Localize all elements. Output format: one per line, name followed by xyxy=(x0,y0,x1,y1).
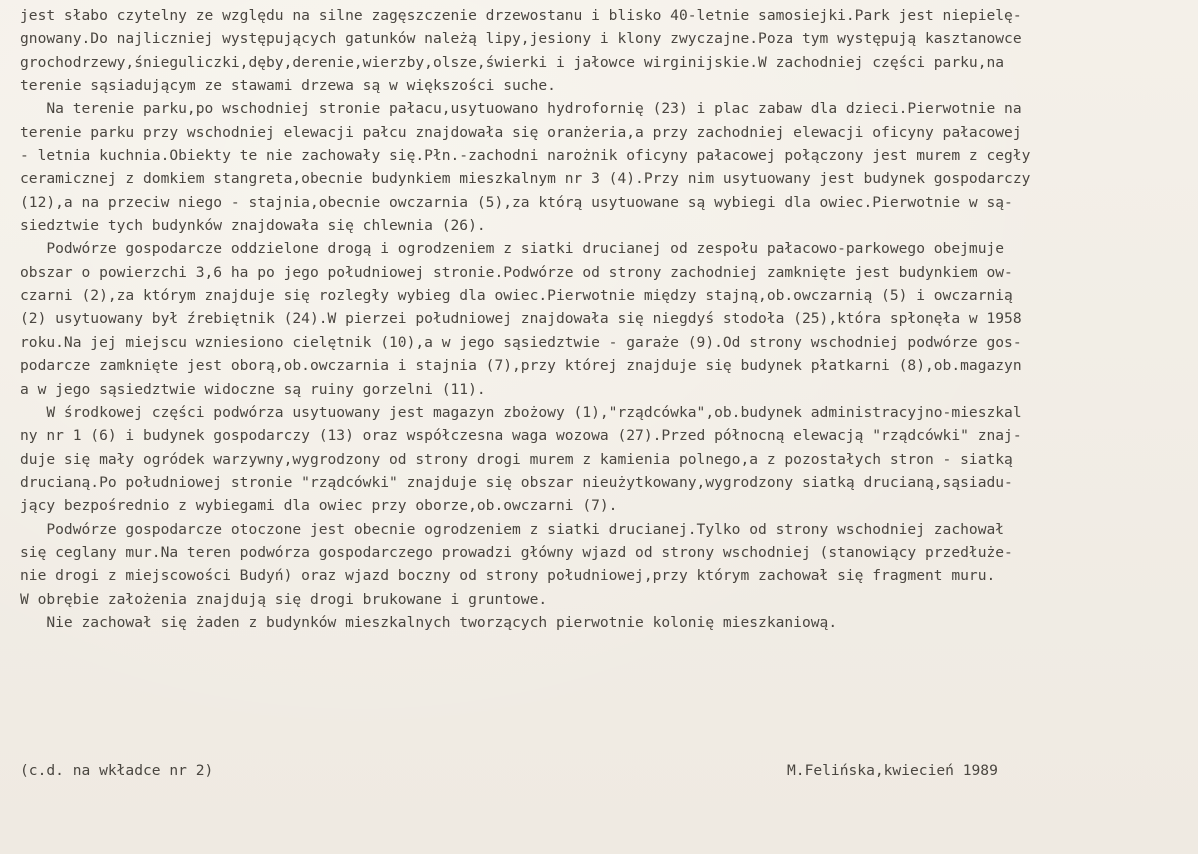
text-line: roku.Na jej miejscu wzniesiono cielętnik (10),a w jego sąsiedztwie - garaże (9).Od strony wschodniej podwórze gos- xyxy=(20,333,1022,351)
text-line: siedztwie tych budynków znajdowała się chlewnia (26). xyxy=(20,217,486,235)
text-line: grochodrzewy,śnieguliczki,dęby,derenie,wierzby,olsze,świerki i jałowce wirginijskie.W zachodniej części parku,na xyxy=(20,53,1005,71)
document-body xyxy=(20,4,1192,634)
text-line: Nie zachował się żaden z budynków mieszkalnych tworzących pierwotnie kolonię mieszkaniową. xyxy=(20,613,838,631)
text-line: gnowany.Do najliczniej występujących gatunków należą lipy,jesiony i klony zwyczajne.Poza tym występują kasztanowce xyxy=(20,30,1022,48)
author-signature: M.Felińska,kwiecień 1989 xyxy=(787,762,998,779)
text-line: W środkowej części podwórza usytuowany jest magazyn zbożowy (1),"rządcówka",ob.budynek administracyjno-mieszkal xyxy=(20,403,1022,421)
text-line: W obrębie założenia znajdują się drogi brukowane i gruntowe. xyxy=(20,590,548,608)
text-line: duje się mały ogródek warzywny,wygrodzony od strony drogi murem z kamienia polnego,a z pozostałych stron - siatką xyxy=(20,450,1013,468)
text-line: jest słabo czytelny ze względu na silne zagęszczenie drzewostanu i blisko 40-letnie samosiejki.Park jest niepielę- xyxy=(20,7,1022,24)
text-line: obszar o powierzchi 3,6 ha po jego południowej stronie.Podwórze od strony zachodniej zamknięte jest budynkiem ow- xyxy=(20,263,1013,281)
text-line: nie drogi z miejscowości Budyń) oraz wjazd boczny od strony południowej,przy którym zachował się fragment muru. xyxy=(20,567,996,585)
continuation-note: (c.d. na wkładce nr 2) xyxy=(20,762,214,779)
text-line: Na terenie parku,po wschodniej stronie pałacu,usytuowano hydrofornię (23) i plac zabaw dla dzieci.Pierwotnie na xyxy=(20,100,1022,118)
text-line: (12),a na przeciw niego - stajnia,obecnie owczarnia (5),za którą usytuowane są wybiegi dla owiec.Pierwotnie w są- xyxy=(20,193,1013,211)
text-line: (2) usytuowany był źrebiętnik (24).W pierzei południowej znajdowała się niegdyś stodoła (25),która spłonęła w 1958 xyxy=(20,310,1022,328)
text-line: a w jego sąsiedztwie widoczne są ruiny gorzelni (11). xyxy=(20,380,486,398)
text-line: jący bezpośrednio z wybiegami dla owiec przy oborze,ob.owczarni (7). xyxy=(20,497,618,515)
text-line: Podwórze gospodarcze oddzielone drogą i ogrodzeniem z siatki drucianej od zespołu pałacowo-parkowego obejmuje xyxy=(20,240,1005,258)
text-line: się ceglany mur.Na teren podwórza gospodarczego prowadzi główny wjazd od strony wschodniej (stanowiący przedłuże- xyxy=(20,543,1013,561)
text-line: ceramicznej z domkiem stangreta,obecnie budynkiem mieszkalnym nr 3 (4).Przy nim usytuowany jest budynek gospodarczy xyxy=(20,170,1031,188)
text-line: terenie parku przy wschodniej elewacji pałcu znajdowała się oranżeria,a przy zachodniej elewacji oficyny pałacowej xyxy=(20,123,1022,141)
text-line: terenie sąsiadującym ze stawami drzewa są w większości suche. xyxy=(20,77,556,95)
text-line: czarni (2),za którym znajduje się rozległy wybieg dla owiec.Pierwotnie między stajną,ob.owczarnią (5) i owczarnią xyxy=(20,287,1013,305)
text-line: - letnia kuchnia.Obiekty te nie zachowały się.Płn.-zachodni narożnik oficyny pałacowej połączony jest murem z cegły xyxy=(20,147,1031,165)
text-line: drucianą.Po południowej stronie "rządcówki" znajduje się obszar nieużytkowany,wygrodzony siatką drucianą,sąsiadu- xyxy=(20,473,1013,491)
document-footer xyxy=(20,762,1050,830)
text-line: podarcze zamknięte jest oborą,ob.owczarnia i stajnia (7),przy której znajduje się budynek płatkarni (8),ob.magazyn xyxy=(20,357,1022,375)
text-line: Podwórze gospodarcze otoczone jest obecnie ogrodzeniem z siatki drucianej.Tylko od strony wschodniej zachował xyxy=(20,520,1005,538)
text-line: ny nr 1 (6) i budynek gospodarczy (13) oraz współczesna waga wozowa (27).Przed północną elewacją "rządcówki" znaj- xyxy=(20,427,1022,445)
